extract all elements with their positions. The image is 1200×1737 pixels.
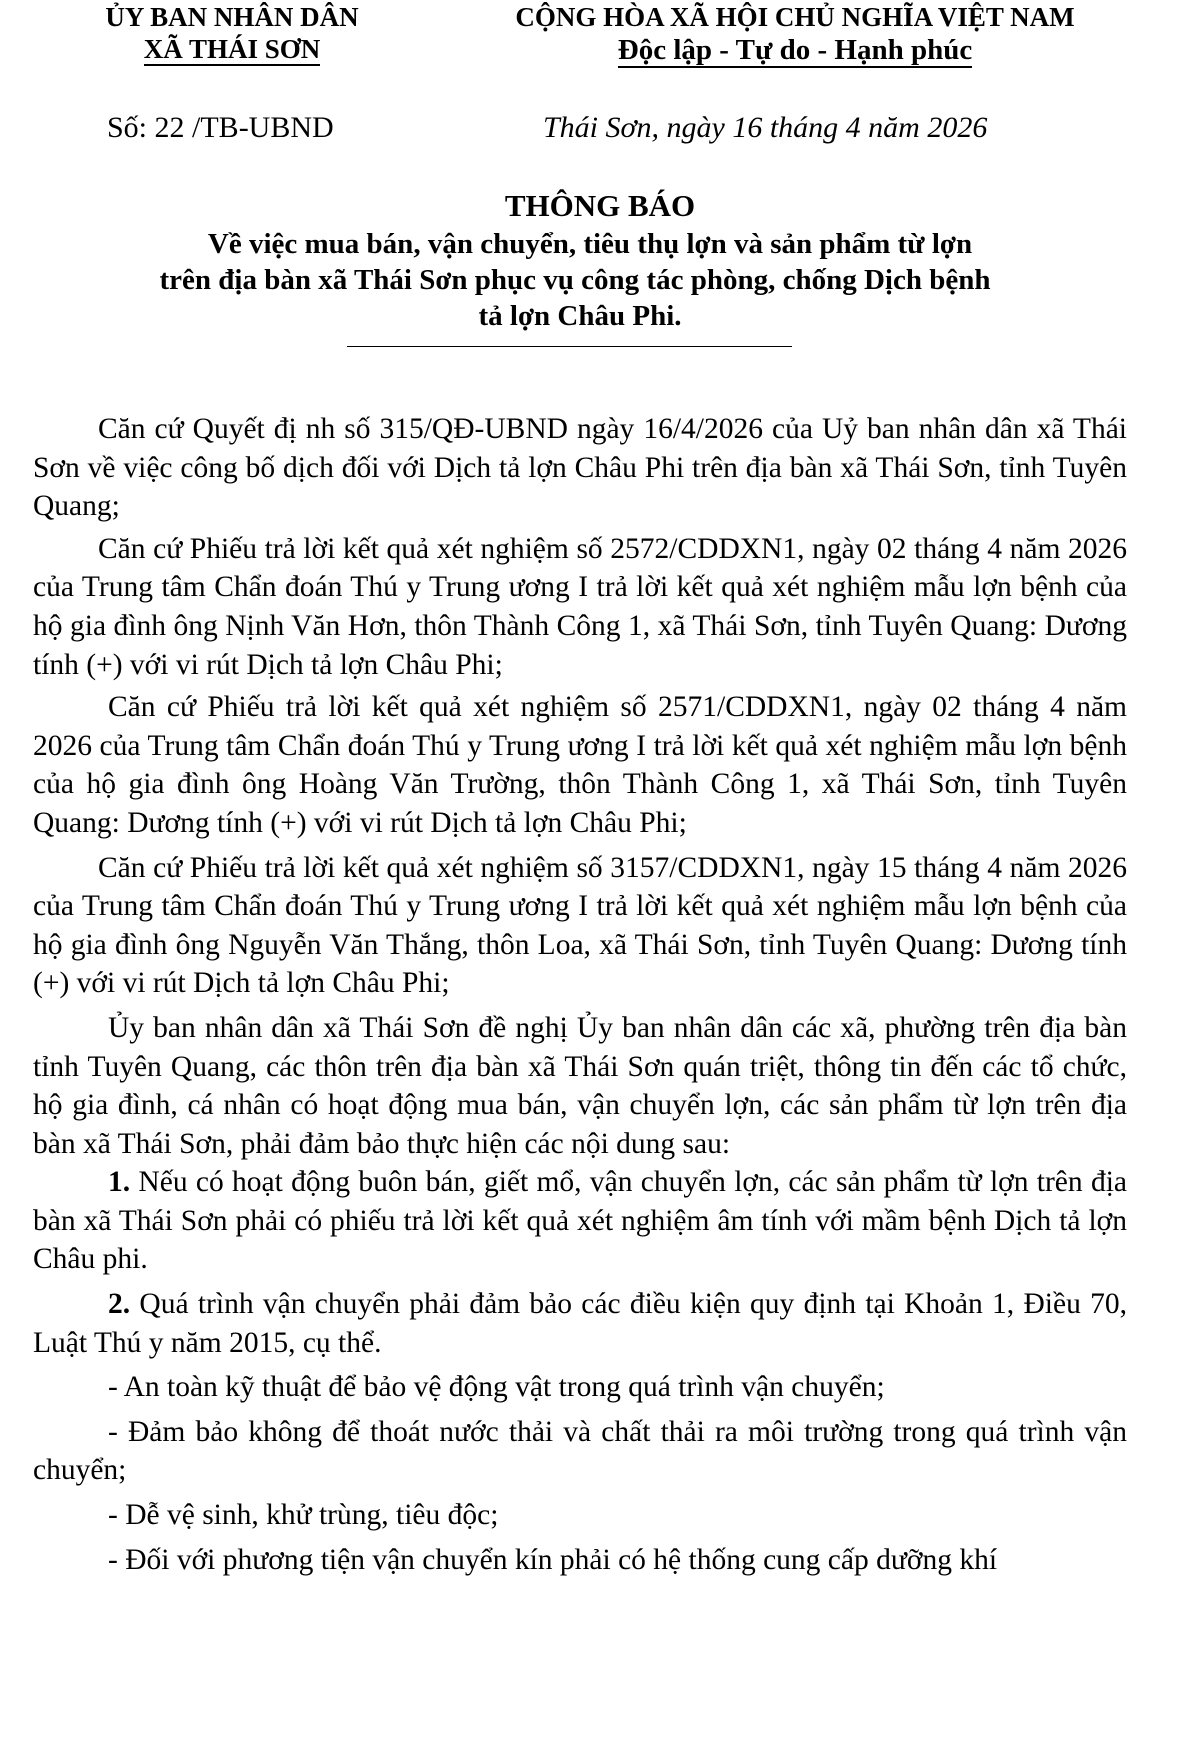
title-subject-line2: trên địa bàn xã Thái Sơn phục vụ công tác phòng, chống Dịch bệnh [159, 264, 991, 296]
paragraph-request: Ủy ban nhân dân xã Thái Sơn đề nghị Ủy ban nhân dân các xã, phường trên địa bàn tỉnh Tuyên Quang, các thôn trên địa bàn xã Thái Sơn quán triệt, thông tin đến các tổ chức, hộ gia đình, cá nhân có hoạt động mua bán, vận chuyển lợn, các sản phẩm từ lợn trên địa bàn xã Thái Sơn, phải đảm bảo thực hiện các nội dung sau: [33, 1011, 1127, 1160]
bullet-4: - Đối với phương tiện vận chuyển kín phải có hệ thống cung cấp dưỡng khí [108, 1543, 998, 1576]
item-1-number: 1. [108, 1166, 131, 1199]
item-2 [33, 1285, 1127, 1362]
org-name-line2-text: XÃ THÁI SƠN [143, 34, 321, 64]
paragraph-basis-3: Căn cứ Phiếu trả lời kết quả xét nghiệm số 2571/CDDXN1, ngày 02 tháng 4 năm 2026 của Trung tâm Chẩn đoán Thú y Trung ương I trả lời kết quả xét nghiệm mẫu lợn bệnh của hộ gia đình ông Hoàng Văn Trường, thôn Thành Công 1, xã Thái Sơn, tỉnh Tuyên Quang: Dương tính (+) với vi rút Dịch tả lợn Châu Phi; [33, 691, 1127, 839]
place-date: Thái Sơn, ngày 16 tháng 4 năm 2026 [543, 111, 988, 144]
title-subject-line3: tả lợn Châu Phi. [478, 300, 682, 332]
bullet-1: - An toàn kỹ thuật để bảo vệ động vật trong quá trình vận chuyển; [108, 1371, 885, 1404]
title-underline [347, 346, 792, 347]
title-subject-line1: Về việc mua bán, vận chuyển, tiêu thụ lợn và sản phẩm từ lợn [207, 228, 973, 260]
bullet-2: - Đảm bảo không để thoát nước thải và chất thải ra môi trường trong quá trình vận chuyển; [33, 1415, 1127, 1487]
paragraph-basis-1: Căn cứ Quyết đị nh số 315/QĐ-UBND ngày 16/4/2026 của Uỷ ban nhân dân xã Thái Sơn về việc công bố dịch đối với Dịch tả lợn Châu Phi trên địa bàn xã Thái Sơn, tỉnh Tuyên Quang; [33, 413, 1127, 523]
nation-line2 [455, 34, 1135, 67]
org-name-line2 [82, 34, 382, 65]
org-name-line1: ỦY BAN NHÂN DÂN [105, 2, 359, 32]
item-2-number: 2. [108, 1288, 131, 1321]
document-body [33, 410, 1127, 1579]
paragraph-basis-2: Căn cứ Phiếu trả lời kết quả xét nghiệm số 2572/CDDXN1, ngày 02 tháng 4 năm 2026 của Trung tâm Chẩn đoán Thú y Trung ương I trả lời kết quả xét nghiệm mẫu lợn bệnh của hộ gia đình ông Nịnh Văn Hơn, thôn Thành Công 1, xã Thái Sơn, tỉnh Tuyên Quang: Dương tính (+) với vi rút Dịch tả lợn Châu Phi; [33, 532, 1127, 681]
nation-line1: CỘNG HÒA XÃ HỘI CHỦ NGHĨA VIỆT NAM [515, 2, 1075, 32]
item-1 [33, 1163, 1127, 1279]
nation-motto-text: Độc lập - Tự do - Hạnh phúc [617, 34, 973, 66]
item-2-text: Quá trình vận chuyển phải đảm bảo các điều kiện quy định tại Khoản 1, Điều 70, Luật Thú y năm 2015, cụ thể. [33, 1288, 1127, 1359]
document-number: Số: 22 /TB-UBND [107, 111, 334, 144]
bullet-3: - Dễ vệ sinh, khử trùng, tiêu độc; [108, 1499, 499, 1532]
item-1-text: Nếu có hoạt động buôn bán, giết mổ, vận chuyển lợn, các sản phẩm từ lợn trên địa bàn xã Thái Sơn phải có phiếu trả lời kết quả xét nghiệm âm tính với mầm bệnh Dịch tả lợn Châu phi. [33, 1166, 1127, 1276]
paragraph-basis-4: Căn cứ Phiếu trả lời kết quả xét nghiệm số 3157/CDDXN1, ngày 15 tháng 4 năm 2026 của Trung tâm Chẩn đoán Thú y Trung ương I trả lời kết quả xét nghiệm mẫu lợn bệnh của hộ gia đình ông Nguyễn Văn Thắng, thôn Loa, xã Thái Sơn, tỉnh Tuyên Quang: Dương tính (+) với vi rút Dịch tả lợn Châu Phi; [33, 851, 1127, 1000]
document-title: THÔNG BÁO [504, 188, 696, 223]
